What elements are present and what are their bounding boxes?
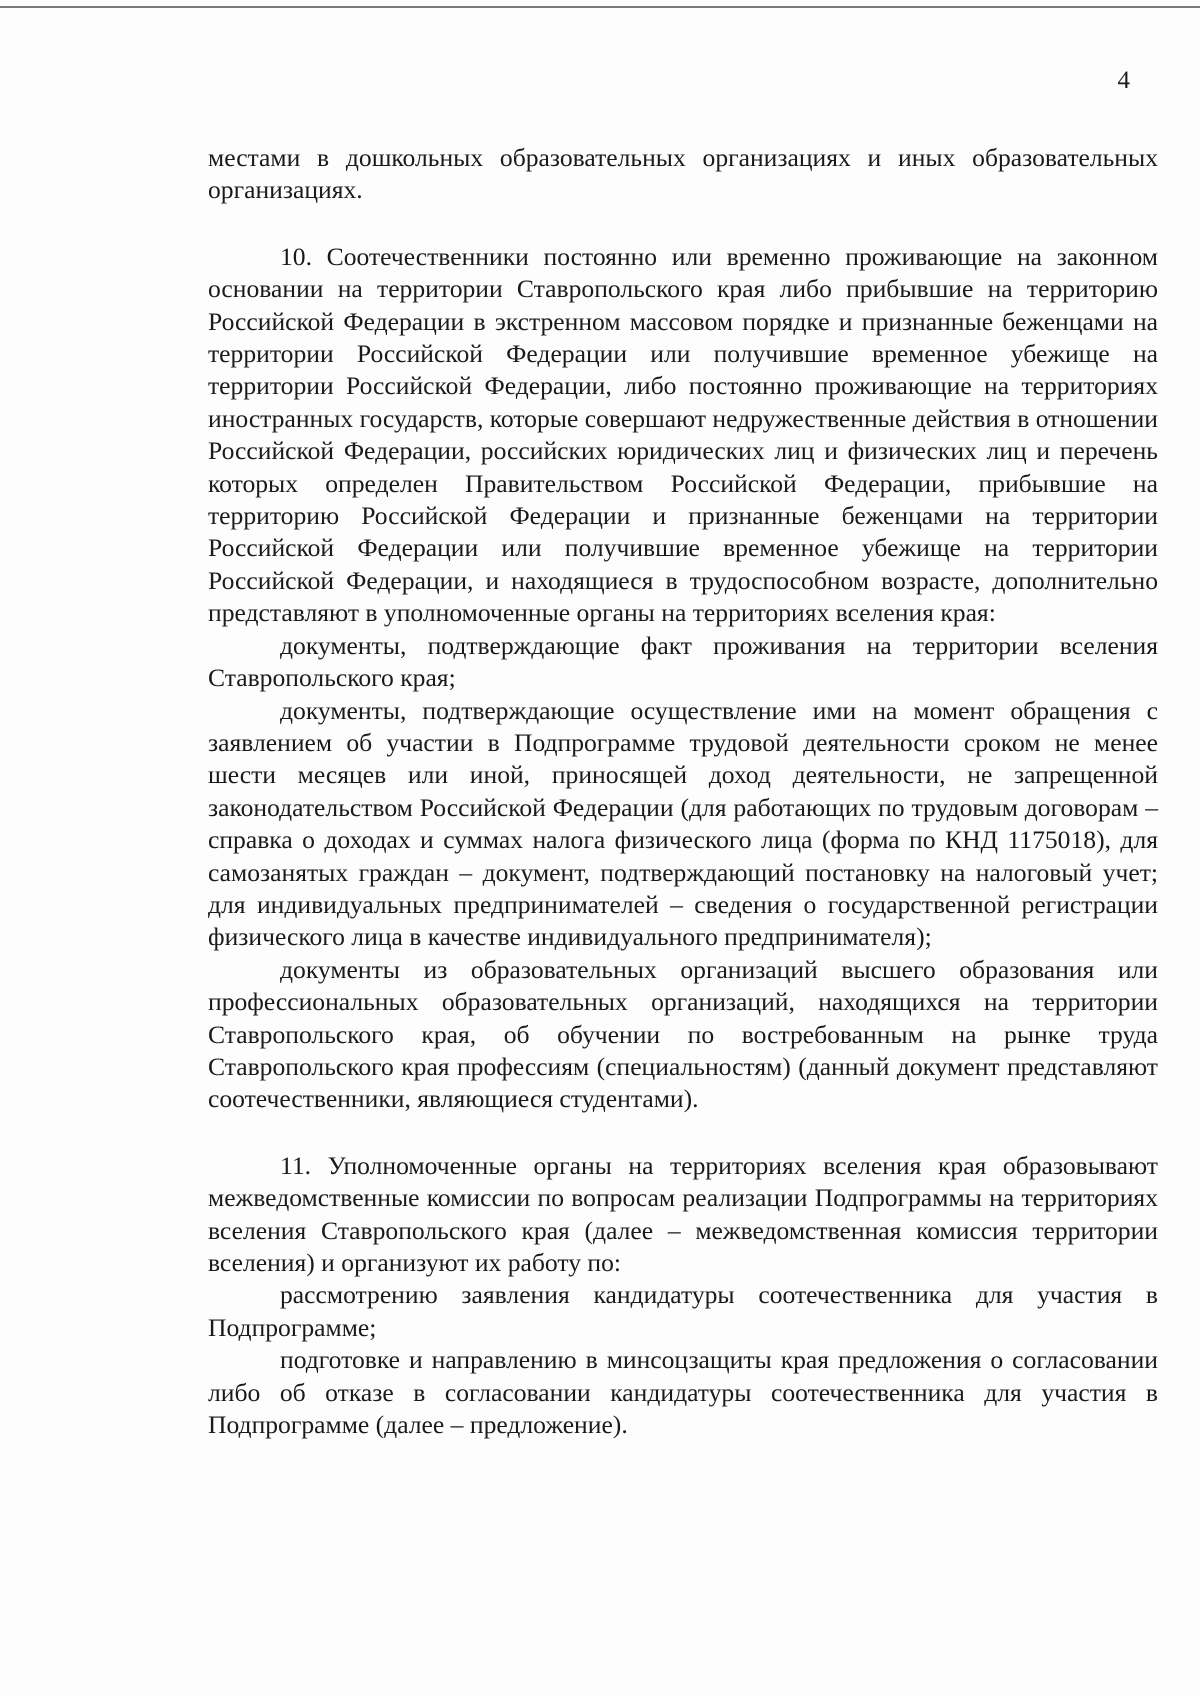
paragraph-residence-documents: документы, подтверждающие факт проживания на территории вселения Ставропольского края; [208, 630, 1158, 693]
paragraph-item-11: 11. Уполномоченные органы на территориях вселения края образовывают межведомственные комиссии по вопросам реализации Подпрограммы на территориях вселения Ставропольского края (далее – межведомственная комиссия территории вселения) и организуют их работу по: [208, 1150, 1158, 1277]
paragraph-continuation: местами в дошкольных образовательных организациях и иных образовательных организациях. [208, 143, 1158, 205]
paragraph-review-application: рассмотрению заявления кандидатуры соотечественника для участия в Подпрограмме; [208, 1280, 1158, 1342]
paragraph-employment-documents: документы, подтверждающие осуществление ими на момент обращения с заявлением об участии в Подпрограмме трудовой деятельности сроком не менее шести месяцев или иной, приносящей доход деятельности, не запрещенной законодательством Российской Федерации (для работающих по трудовым договорам – справка о доходах и суммах налога физического лица (форма по КНД 1175018), для самозанятых граждан – документ, подтверждающий постановку на налоговый учет; для индивидуальных предпринимателей – сведения о государственной регистрации физического лица в качестве индивидуального предпринимателя); [208, 695, 1158, 952]
top-edge-rule [0, 6, 1200, 8]
paragraph-item-10: 10. Соотечественники постоянно или временно проживающие на законном основании на территории Ставропольского края либо прибывшие на территорию Российской Федерации в экстренном массовом порядке и признанные беженцами на территории Российской Федерации или получившие временное убежище на территории Российской Федерации, либо постоянно проживающие на территориях иностранных государств, которые совершают недружественные действия в отношении Российской Федерации, российских юридических лиц и физических лиц и перечень которых определен Правительством Российской Федерации, прибывшие на территорию Российской Федерации и признанные беженцами на территории Российской Федерации или получившие временное убежище на территории Российской Федерации, и находящиеся в трудоспособном возрасте, дополнительно представляют в уполномоченные органы на территориях вселения края: [208, 241, 1158, 628]
paragraph-education-documents: документы из образовательных организаций высшего образования или профессиональных образовательных организаций, находящихся на территории Ставропольского края, об обучении по востребованным на рынке труда Ставропольского края профессиям (специальностям) (данный документ представляют соотечественники, являющиеся студентами). [208, 954, 1158, 1114]
page-number: 4 [1117, 67, 1130, 94]
document-body [208, 142, 1158, 1441]
paragraph-prepare-proposal: подготовке и направлению в минсоцзащиты края предложения о согласовании либо об отказе в согласовании кандидатуры соотечественника для участия в Подпрограмме (далее – предложение). [208, 1345, 1158, 1440]
